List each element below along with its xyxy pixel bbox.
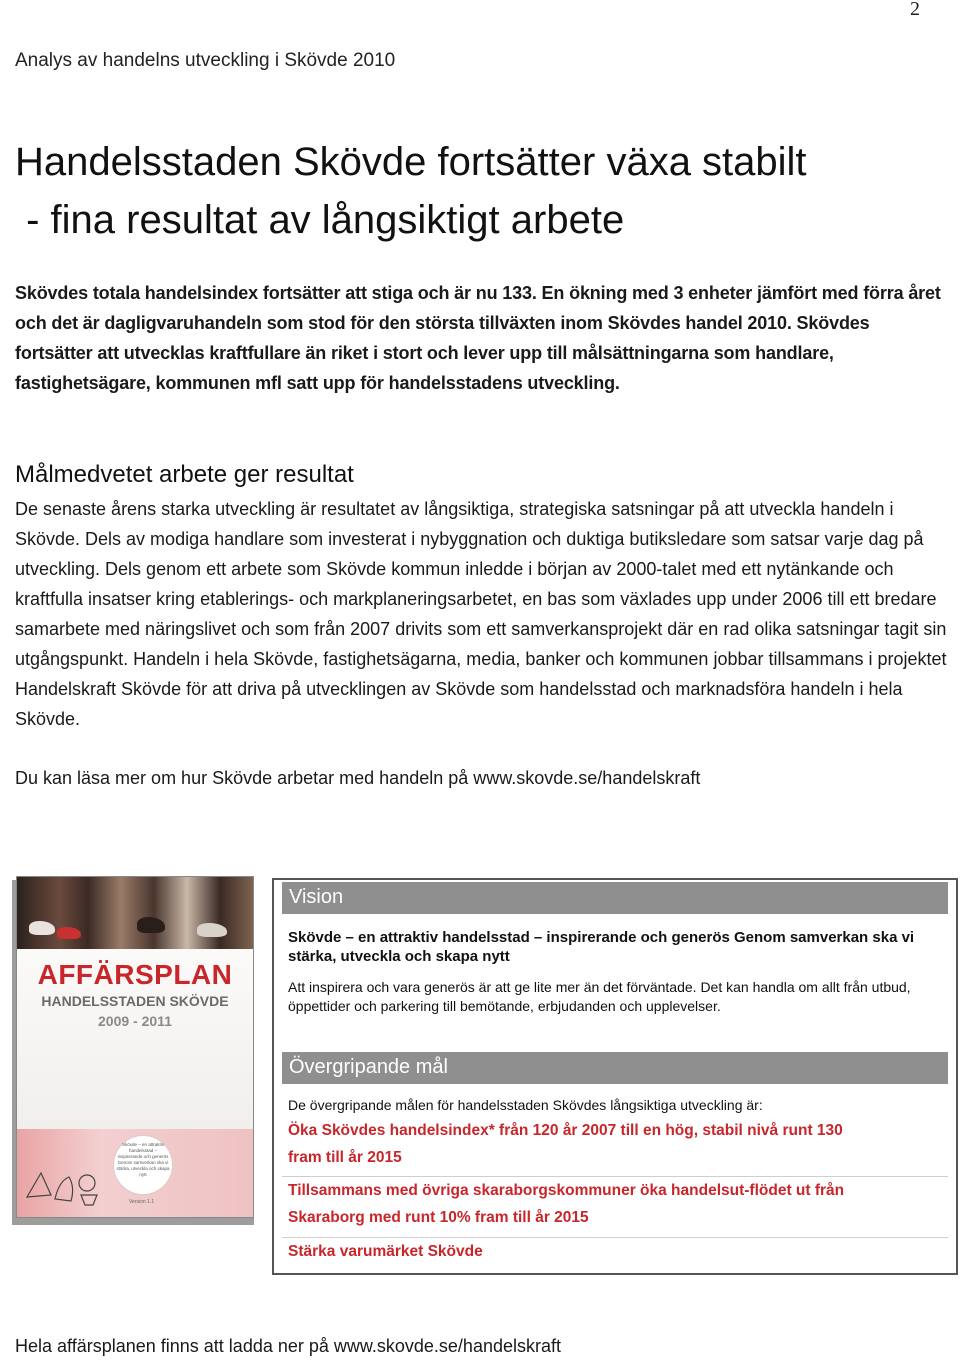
read-more-text: Du kan läsa mer om hur Skövde arbetar med handeln på www.skovde.se/handelskraft: [15, 768, 701, 788]
cover-title: AFFÄRSPLAN: [37, 959, 233, 990]
vision-body: Att inspirera och vara generös är att ge lite mer än det förväntade. Det kan handla om allt från utbud, öppettider och parkering till bemötande, erbjudanden och upplevelser.: [288, 979, 911, 1014]
cover-tagline-circle: [113, 1135, 173, 1195]
page-title-line-1: Handelsstaden Skövde fortsätter växa stabilt: [15, 140, 807, 184]
footer-text: Hela affärsplanen finns att ladda ner på www.skovde.se/handelskraft: [15, 1336, 561, 1356]
goal-item: Tillsammans med övriga skaraborgskommuner öka handelsut-flödet ut från Skaraborg med runt 10% fram till år 2015: [288, 1182, 845, 1226]
intro-paragraph: Skövdes totala handelsindex fortsätter att stiga och är nu 133. En ökning med 3 enheter jämfört med förra året och det är dagligvaruhandeln som stod för den största tillväxten inom Skövdes handel 2010. Skövdes fortsätter att utvecklas kraftfullare än riket i stort och lever upp till målsättningarna som handlare, fastighetsägare, kommunen mfl satt upp för handelsstadens utveckling.: [15, 283, 941, 393]
goal-item: Öka Skövdes handelsindex* från 120 år 2007 till en hög, stabil nivå runt 130 fram till år 2015: [288, 1122, 843, 1166]
shopping-doodle-icon: [21, 1137, 105, 1207]
business-plan-cover-image: [16, 876, 254, 1218]
goals-intro: De övergripande målen för handelsstaden Skövdes långsiktiga utveckling är:: [288, 1097, 763, 1113]
section-heading: Målmedvetet arbete ger resultat: [15, 461, 354, 488]
cover-tagline: Skövde – en attraktiv handelsstad – inspirerande och generös Genom samverkan ska vi stärka, utveckla och skapa nytt: [116, 1142, 170, 1177]
goals-heading-bar: Övergripande mål: [282, 1052, 948, 1084]
cover-subtitle: HANDELSSTADEN SKÖVDE: [41, 993, 229, 1009]
cover-photo-shoes: [17, 877, 253, 949]
page-title-line-2: - fina resultat av långsiktigt arbete: [15, 198, 625, 242]
cover-version: Version 1.1: [129, 1199, 155, 1205]
section-body: De senaste årens starka utveckling är resultatet av långsiktiga, strategiska satsningar på att utveckla handeln i Skövde. Dels av modiga handlare som investerat i nybyggnation och duktiga butiksledare som satsar varje dag på utveckling. Dels genom ett arbete som Skövde kommun inledde i början av 2000-talet med ett nytänkande och kraftfulla insatser kring etablerings- och markplaneringsarbetet, en bas som växlades upp under 2006 till ett bredare samarbete med näringslivet och som från 2007 drivits som ett samverkansprojekt där en rad olika satsningar tagit sin utgångspunkt. Handeln i hela Skövde, fastighetsägarna, media, banker och kommunen jobbar tillsammans i projektet Handelskraft Skövde för att driva på utvecklingen av Skövde som handelsstad och marknadsföra handeln i hela Skövde.: [15, 499, 947, 729]
vision-goals-panel: [272, 878, 958, 1275]
page-number: 2: [910, 0, 920, 20]
page-title: [15, 133, 807, 249]
vision-lead: Skövde – en attraktiv handelsstad – inspirerande och generös Genom samverkan ska vi stärka, utveckla och skapa nytt: [288, 929, 915, 965]
cover-pink-band: [17, 1129, 253, 1217]
goal-item: Stärka varumärket Skövde: [288, 1243, 483, 1260]
vision-heading-bar: Vision: [282, 882, 948, 914]
cover-years: 2009 - 2011: [98, 1013, 172, 1029]
running-header: Analys av handelns utveckling i Skövde 2010: [15, 50, 396, 71]
